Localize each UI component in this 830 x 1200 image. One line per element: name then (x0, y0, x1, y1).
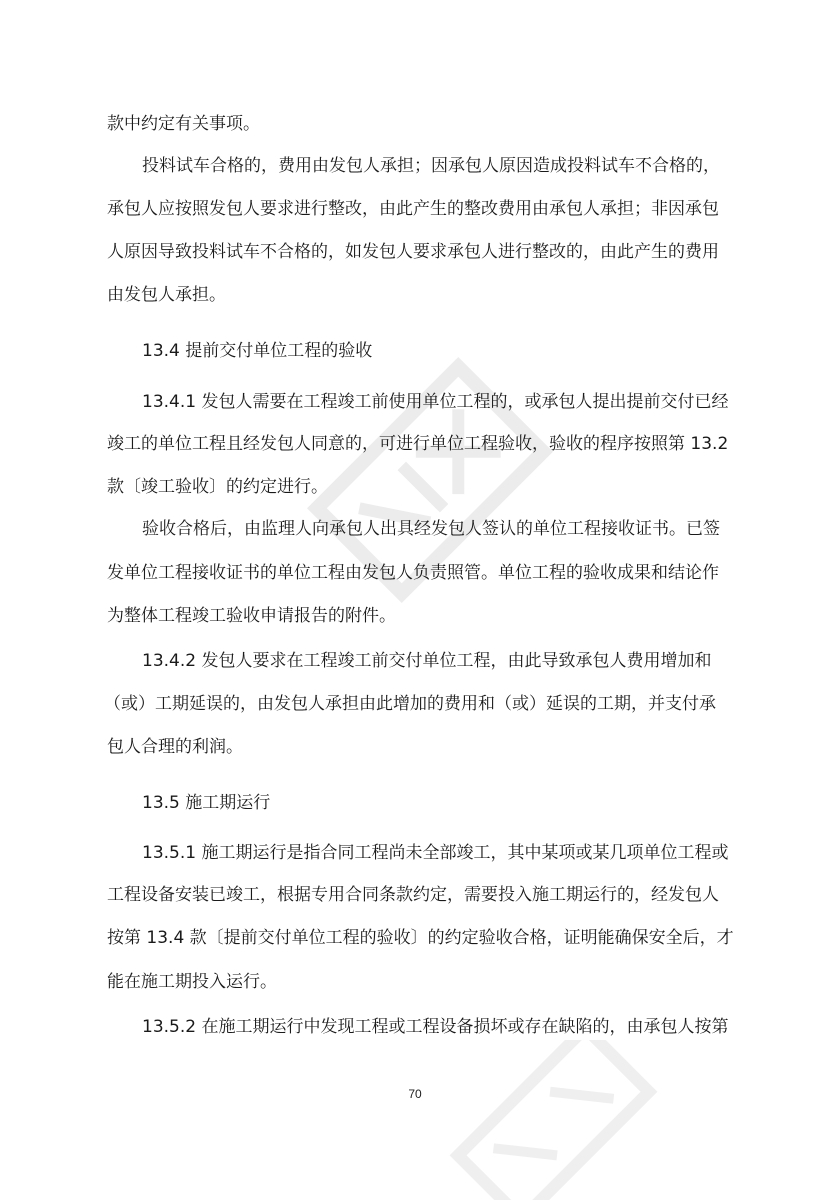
section-heading: 13.5 施工期运行 (142, 793, 271, 813)
paragraph-line: 为整体工程竣工验收申请报告的附件。 (107, 606, 396, 626)
paragraph-line: 竣工的单位工程且经发包人同意的，可进行单位工程验收，验收的程序按照第 13.2 (107, 434, 729, 454)
paragraph-line: 能在施工期投入运行。 (107, 972, 277, 992)
paragraph-line: 人原因导致投料试车不合格的，如发包人要求承包人进行整改的，由此产生的费用 (107, 242, 719, 262)
page-number: 70 (408, 1087, 422, 1101)
paragraph-line: 13.4.2 发包人要求在工程竣工前交付单位工程，由此导致承包人费用增加和 (142, 651, 712, 671)
section-heading: 13.4 提前交付单位工程的验收 (142, 341, 373, 361)
paragraph-line: 按第 13.4 款〔提前交付单位工程的验收〕的约定验收合格，证明能确保安全后，才 (107, 928, 734, 948)
paragraph-line: 承包人应按照发包人要求进行整改，由此产生的整改费用由承包人承担；非因承包 (107, 199, 719, 219)
paragraph-line: 发单位工程接收证书的单位工程由发包人负责照管。单位工程的验收成果和结论作 (107, 563, 719, 583)
watermark-logo-bottom (420, 1040, 680, 1200)
paragraph-line: 13.5.1 施工期运行是指合同工程尚未全部竣工，其中某项或某几项单位工程或 (142, 843, 729, 863)
paragraph-line: 包人合理的利润。 (107, 737, 243, 757)
paragraph-line: 款〔竣工验收〕的约定进行。 (107, 477, 328, 497)
paragraph-line: 工程设备安装已竣工，根据专用合同条款约定，需要投入施工期运行的，经发包人 (107, 885, 719, 905)
paragraph-line: 13.4.1 发包人需要在工程竣工前使用单位工程的，或承包人提出提前交付已经 (142, 392, 729, 412)
paragraph-line: 投料试车合格的，费用由发包人承担；因承包人原因造成投料试车不合格的， (142, 156, 720, 176)
paragraph-line: 由发包人承担。 (107, 285, 226, 305)
paragraph-line: 款中约定有关事项。 (107, 114, 260, 134)
paragraph-line: 验收合格后，由监理人向承包人出具经发包人签认的单位工程接收证书。已签 (142, 519, 720, 539)
paragraph-line: 13.5.2 在施工期运行中发现工程或工程设备损坏或存在缺陷的，由承包人按第 (142, 1017, 729, 1037)
paragraph-line: （或）工期延误的，由发包人承担由此增加的费用和（或）延误的工期，并支付承 (104, 694, 716, 714)
